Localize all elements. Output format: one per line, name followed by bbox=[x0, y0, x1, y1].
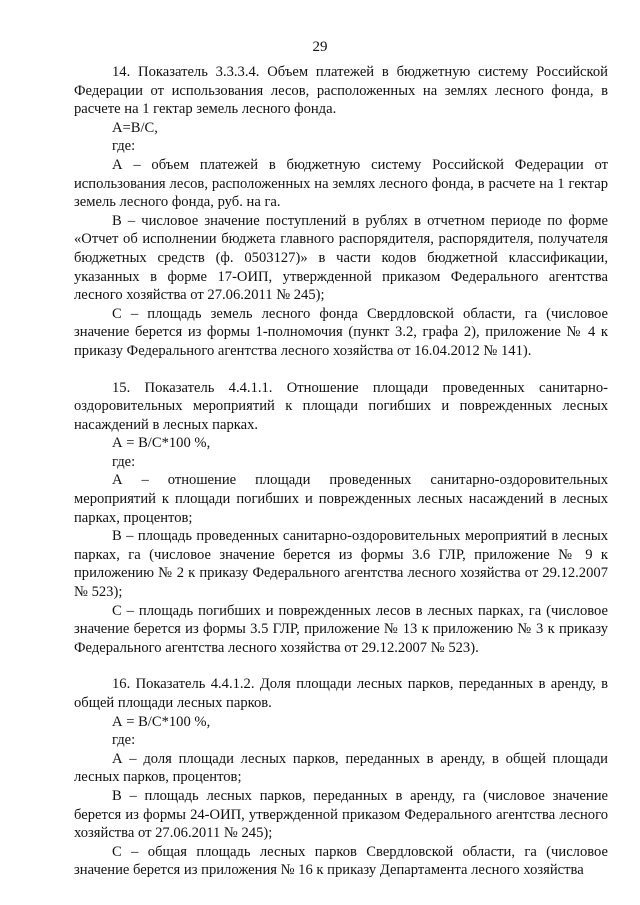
formula: А = В/С*100 %, bbox=[112, 713, 211, 730]
section-indicator-16 bbox=[74, 675, 608, 880]
section-spacer bbox=[74, 657, 608, 675]
definition-a: А – объем платежей в бюджетную систему Российской Федерации от использования лесов, расположенных на землях лесного фонда, в расчете на 1 гектар земель лесного фонда, руб. на га. bbox=[74, 156, 608, 211]
definition-a: А – отношение площади проведенных санитарно-оздоровительных мероприятий к площади погибших и поврежденных лесных насаждений в лесных парках, процентов; bbox=[74, 472, 608, 526]
section-heading: 16. Показатель 4.4.1.2. Доля площади лесных парков, переданных в аренду, в общей площади лесных парков. bbox=[74, 676, 608, 711]
page-number: 29 bbox=[312, 39, 328, 55]
definition-b: В – площадь лесных парков, переданных в аренду, га (числовое значение берется из формы 24-ОИП, утвержденной приказом Федерального агентства лесного хозяйства от 27.06.2011 № 245); bbox=[74, 787, 608, 842]
section-spacer bbox=[74, 361, 608, 379]
section-heading: 14. Показатель 3.3.3.4. Объем платежей в бюджетную систему Российской Федерации от использования лесов, расположенных на землях лесного фонда, в расчете на 1 гектар земель лесного фонда. bbox=[74, 64, 608, 118]
definition-a: А – доля площади лесных парков, переданных в аренду, в общей площади лесных парков, процентов; bbox=[74, 750, 608, 786]
definition-c: С – общая площадь лесных парков Свердловской области, га (числовое значение берется из приложения № 16 к приказу Департамента лесного хозяйства bbox=[74, 843, 608, 879]
formula: А = В/С*100 %, bbox=[112, 435, 211, 452]
where-label: где: bbox=[112, 453, 136, 470]
document-body bbox=[74, 63, 608, 880]
section-indicator-14 bbox=[74, 63, 608, 361]
definition-b: В – числовое значение поступлений в рублях в отчетном периоде по форме «Отчет об исполнении бюджета главного распорядителя, распорядителя, получателя бюджетных средств (ф. 0503127)» в части кодов бюджетной классификации, указанных в форме 17-ОИП, утвержденной приказом Федерального агентства лесного хозяйства от 27.06.2011 № 245); bbox=[74, 212, 608, 304]
section-indicator-15 bbox=[74, 379, 608, 658]
formula: А=В/С, bbox=[112, 119, 158, 136]
definition-c: С – площадь земель лесного фонда Свердловской области, га (числовое значение берется из формы 1-полномочия (пункт 3.2, графа 2), приложение № 4 к приказу Федерального агентства лесного хозяйства от 16.04.2012 № 141). bbox=[74, 305, 608, 359]
where-label: где: bbox=[112, 732, 136, 749]
definition-c: С – площадь погибших и поврежденных лесов в лесных парках, га (числовое значение берется из формы 3.5 ГЛР, приложение № 13 к приложению № 3 к приказу Федерального агентства лесного хозяйства от 29.12.2007 № 523). bbox=[74, 602, 608, 656]
section-heading: 15. Показатель 4.4.1.1. Отношение площади проведенных санитарно-оздоровительных мероприятий к площади погибших и поврежденных лесных насаждений в лесных парках. bbox=[74, 379, 608, 433]
where-label: где: bbox=[112, 138, 136, 155]
definition-b: В – площадь проведенных санитарно-оздоровительных мероприятий в лесных парках, га (числовое значение берется из формы 3.6 ГЛР, приложение № 9 к приложению № 2 к приказу Федерального агентства лесного хозяйства от 29.12.2007 № 523); bbox=[74, 528, 608, 601]
